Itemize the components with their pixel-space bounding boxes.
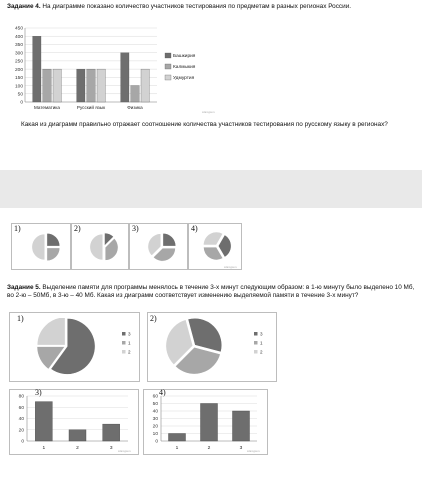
pie-slice — [90, 234, 103, 260]
y-tick-label: 50 — [152, 402, 158, 408]
watermark-text: sdamgia.ru — [247, 450, 260, 453]
option5-label-3: 3) — [35, 388, 42, 397]
y-tick-label: 60 — [152, 394, 158, 400]
option-label-3: 3) — [132, 224, 139, 233]
bar-0 — [169, 434, 186, 442]
pie-legend-swatch — [122, 341, 126, 345]
y-tick-label: 400 — [14, 34, 23, 40]
y-tick-label: 30 — [152, 417, 158, 423]
y-tick-label: 150 — [14, 76, 23, 82]
bar-0-2 — [53, 69, 61, 102]
pie-slice — [32, 234, 45, 260]
y-tick-label: 0 — [20, 100, 23, 106]
pie-legend-label: 3 — [260, 331, 263, 337]
pie-legend-1 — [120, 330, 136, 360]
pie-legend-swatch — [122, 332, 126, 336]
legend-label: Башкирия — [173, 54, 196, 59]
pie-option-4 — [198, 228, 240, 268]
pie-slice — [188, 318, 222, 352]
bar-chart-option5-3 — [10, 390, 138, 454]
x-category-label: 1 — [175, 446, 179, 451]
bar-2-2 — [141, 69, 149, 102]
y-tick-label: 450 — [14, 26, 23, 32]
bar-0-1 — [43, 69, 51, 102]
pie-option-1 — [25, 227, 69, 269]
pie-option5-1 — [36, 318, 98, 378]
bar-1 — [201, 404, 218, 442]
x-category-label: Физика — [127, 105, 143, 110]
option-label-1: 1) — [14, 224, 21, 233]
y-tick-label: 20 — [18, 428, 24, 434]
watermark — [224, 264, 244, 270]
option5-label-2: 2) — [150, 314, 157, 323]
legend-swatch — [165, 64, 171, 69]
bar-0-0 — [33, 36, 41, 102]
option-label-4: 4) — [191, 224, 198, 233]
pie-legend-label: 3 — [128, 331, 131, 337]
x-category-label: Русский язык — [76, 105, 106, 110]
bar-1-0 — [77, 69, 85, 102]
legend-label: Удмуртия — [173, 76, 195, 81]
bar-2-0 — [121, 53, 129, 102]
task4-label: Задание 4. — [7, 3, 41, 10]
watermark-text: sdamgia.ru — [202, 111, 215, 114]
bar-chart-participants — [7, 23, 225, 116]
task5-text: Выделение памяти для программы менялось в течение 3-х минут следующим образом: в 1-ю минуту было выделено 10 Мб, во 2-ю – 50Мб, в 3-ю – 40 Мб. Какая из диаграмм соответствует изменению выделяемой памяти в течение 3-х минут? — [7, 284, 415, 299]
bar-1-2 — [97, 69, 105, 102]
x-category-label: 2 — [207, 446, 211, 451]
bar-1-1 — [87, 69, 95, 102]
y-tick-label: 40 — [152, 409, 158, 415]
task5-label: Задание 5. — [7, 284, 41, 291]
x-category-label: 1 — [42, 446, 46, 451]
pie-slice — [47, 233, 60, 246]
task5-statement — [7, 284, 415, 300]
y-tick-label: 0 — [155, 439, 158, 445]
pie-legend-swatch — [254, 341, 258, 345]
pie-legend-label: 1 — [128, 340, 131, 346]
watermark-text: sdamgia.ru — [224, 266, 237, 269]
pie-legend-label: 2 — [260, 349, 263, 355]
pie-slice — [47, 248, 60, 261]
pie-legend-label: 2 — [128, 349, 131, 355]
bar-2 — [103, 424, 120, 441]
y-tick-label: 200 — [14, 67, 23, 73]
y-tick-label: 100 — [14, 84, 23, 90]
pie-legend-swatch — [254, 350, 258, 354]
bar-chart-option5-4 — [144, 390, 267, 454]
legend-label: Калмыкия — [173, 65, 196, 70]
pie-legend-2 — [252, 330, 268, 360]
y-tick-label: 50 — [17, 92, 23, 98]
y-tick-label: 20 — [152, 424, 158, 430]
y-tick-label: 300 — [14, 51, 23, 57]
x-category-label: 3 — [109, 446, 113, 451]
option5-label-1: 1) — [17, 314, 24, 323]
task4-statement — [7, 3, 415, 11]
x-category-label: Математика — [34, 105, 60, 110]
pie-option-3 — [142, 227, 186, 269]
pie-slice — [163, 233, 176, 246]
y-tick-label: 0 — [21, 439, 24, 445]
legend-swatch — [165, 75, 171, 80]
bar-0 — [35, 402, 52, 441]
option-label-2: 2) — [74, 224, 81, 233]
y-tick-label: 60 — [18, 405, 24, 411]
x-category-label: 2 — [76, 446, 79, 451]
task4-question-text: Какая из диаграмм правильно отражает соотношение количества участников тестирования по русскому языку в регионах? — [21, 121, 388, 128]
option5-label-4: 4) — [159, 388, 166, 397]
y-tick-label: 250 — [14, 59, 23, 65]
pie-legend-swatch — [254, 332, 258, 336]
y-tick-label: 80 — [18, 394, 24, 400]
task4-question — [7, 121, 413, 129]
pie-option5-2 — [164, 318, 226, 378]
pie-option-2 — [84, 227, 128, 269]
legend-swatch — [165, 53, 171, 58]
pie-legend-label: 1 — [260, 340, 263, 346]
pie-slice — [37, 318, 65, 345]
bar-1 — [69, 430, 86, 441]
watermark-text: sdamgia.ru — [118, 450, 131, 453]
page-separator — [0, 170, 422, 208]
task4-text: На диаграмме показано количество участников тестирования по предметам в разных регионах России. — [40, 3, 352, 10]
x-category-label: 3 — [239, 446, 243, 451]
bar-2 — [233, 411, 250, 441]
y-tick-label: 40 — [18, 417, 24, 423]
y-tick-label: 350 — [14, 43, 23, 49]
y-tick-label: 10 — [152, 432, 158, 438]
bar-2-1 — [131, 86, 139, 102]
pie-legend-swatch — [122, 350, 126, 354]
